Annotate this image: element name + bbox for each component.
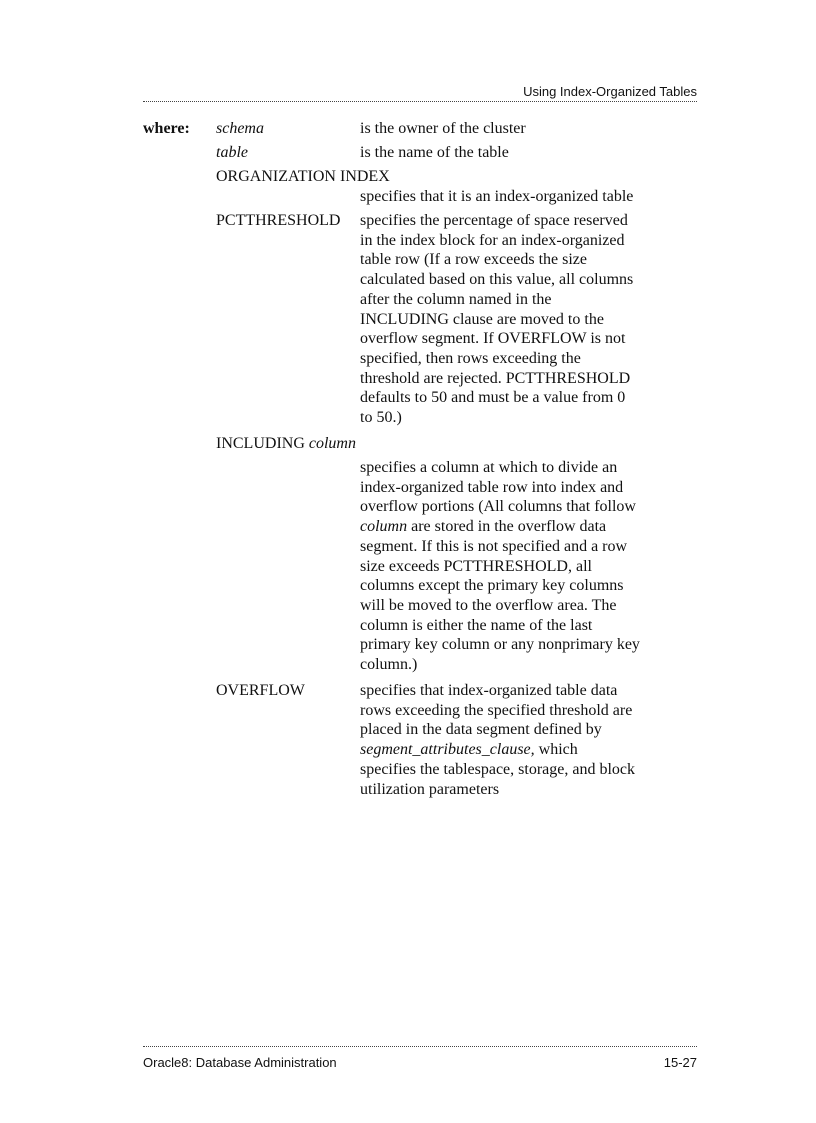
term-pctthreshold: PCTTHRESHOLD [216,212,341,229]
def-line [360,740,650,760]
def-line [360,517,650,537]
def-line-rest: are stored in the overflow data [407,518,607,536]
def-line: segment. If this is not specified and a row [360,537,628,555]
term-schema: schema [216,120,264,137]
def-line: threshold are rejected. PCTTHRESHOLD [360,369,631,387]
def-line: will be moved to the overflow area. The [360,596,617,614]
footer-page-number: 15-27 [663,1055,697,1070]
def-line: calculated based on this value, all columns [360,271,634,289]
def-line: specifies that index-organized table data [360,682,618,699]
def-line: INCLUDING clause are moved to the [360,310,604,328]
def-line: index-organized table row into index and [360,478,624,496]
def-line-rest: which [534,741,578,759]
def-line: columns except the primary key columns [360,577,624,595]
def-line: column.) [360,656,418,674]
def-line: in the index block for an index-organized [360,231,625,249]
term-including-arg: column [308,435,356,452]
def-line: overflow portions (All columns that follow [360,498,636,516]
def-line: specifies the percentage of space reserved [360,212,628,229]
def-line: overflow segment. If OVERFLOW is not [360,330,626,348]
def-line: after the column named in the [360,290,552,308]
def-line: specifies a column at which to divide an [360,459,618,476]
term-organization-index: ORGANIZATION INDEX [216,168,390,185]
def-line: specified, then rows exceeding the [360,349,581,367]
footer-book-title: Oracle8: Database Administration [143,1055,337,1070]
def-line: rows exceeding the specified threshold are [360,701,633,719]
term-including-keyword: INCLUDING [216,435,305,452]
def-line: placed in the data segment defined by [360,721,602,739]
def-line: utilization parameters [360,780,500,798]
def-line: to 50.) [360,409,402,427]
def-line: specifies the tablespace, storage, and block [360,760,635,778]
running-header: Using Index-Organized Tables [523,84,697,99]
def-line: table row (If a row exceeds the size [360,251,587,269]
def-line: size exceeds PCTTHRESHOLD, all [360,557,592,575]
footer-divider [143,1046,697,1047]
def-organization-index: specifies that it is an index-organized table [360,188,634,205]
term-overflow: OVERFLOW [216,682,305,699]
term-table: table [216,144,248,161]
def-line-italic: column [360,518,408,536]
def-including [360,458,650,675]
def-line: primary key column or any nonprimary key [360,636,640,654]
def-table: is the name of the table [360,144,509,161]
def-schema: is the owner of the cluster [360,120,526,137]
def-overflow [360,681,650,799]
def-pctthreshold [360,211,650,428]
header-divider [143,101,697,102]
where-label: where: [143,120,190,137]
def-line-italic: segment_attributes_clause, [360,741,535,759]
def-line: column is either the name of the last [360,616,593,634]
term-including [216,434,356,454]
def-line: defaults to 50 and must be a value from 0 [360,389,626,407]
